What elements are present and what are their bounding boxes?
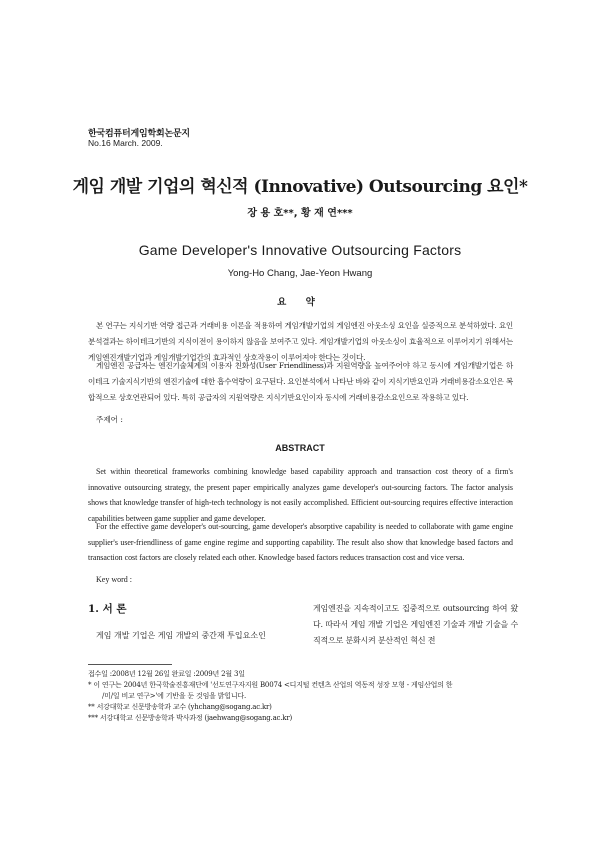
summary-heading: 요 약 [277, 297, 323, 308]
footnote-funding: * 이 연구는 2004년 한국학술진흥재단에 '선도연구자지원 B0074 <디지털 컨텐츠 산업의 역동적 성장 모형 - 게임산업의 한 [88, 681, 453, 689]
abstract-heading: ABSTRACT [275, 443, 325, 453]
footnote-funding-continued: /미/일 비교 연구>'에 기반을 둔 것임을 밝힙니다. [102, 692, 246, 700]
introduction-right-column: 게임엔진을 지속적이고도 집중적으로 outsourcing 하여 왔다. 따라서 게임 개발 기업은 게임엔진 기술과 개발 기술을 수직적으로 분화시켜 분산적인 혁신 전 [313, 604, 518, 645]
abstract-paragraph-2 [88, 519, 513, 566]
abstract-paragraph-1 [88, 464, 513, 526]
journal-name: 한국컴퓨터게임학회논문지 [88, 129, 190, 139]
abstract-paragraph-1-text: Set within theoretical frameworks combining knowledge based capability approach and transaction cost theory of a firm's innovative outsourcing strategy, the present paper empirically analyzes game developer's out-sourcing factors. The factor analysis shows that knowledge transfer of high-tech technology is not easily accomplished. Efficient out-sourcing requires effective interaction capabilities between game supplier and game developer. [88, 467, 513, 523]
keywords-korean: 주제어 : [96, 415, 123, 424]
introduction-left-column: 게임 개발 기업은 게임 개발의 중간재 투입요소인 [96, 631, 266, 640]
paper-title-korean: 게임 개발 기업의 혁신적 (Innovative) Outsourcing 요인* [72, 177, 528, 197]
issue-info: No.16 March. 2009. [88, 138, 163, 148]
summary-paragraph-2-text: 게임엔진 공급자는 엔진기술체계의 이용자 친화성(User Friendliness)과 지원역량을 높여주어야 하고 동시에 게임개발기업은 하이테크 기술지식기반의 엔진기술에 대한 흡수역량이 요구된다. 요인분석에서 나타난 바와 같이 지식기반요인과 거래비용감소요인은 복합적으로 상호연관되어 있다. 특히 공급자의 지원역량은 지식기반요인이자 동시에 거래비용감소요인으로 작용하고 있다. [88, 361, 513, 402]
authors-korean: 장 용 호**, 황 재 연*** [247, 208, 353, 219]
footnote-author-2: *** 서강대학교 신문방송학과 박사과정 (jaehwang@sogang.ac.kr) [88, 714, 293, 722]
footnote-divider [88, 664, 172, 665]
summary-paragraph-2 [88, 358, 513, 406]
keywords-english: Key word : [96, 575, 132, 584]
authors-english: Yong-Ho Chang, Jae-Yeon Hwang [227, 268, 373, 279]
footnote-author-1: ** 서강대학교 신문방송학과 교수 (yhchang@sogang.ac.kr) [88, 703, 272, 711]
section-heading-introduction: 1. 서 론 [88, 603, 127, 615]
footnote-dates: 접수일 :2008년 12월 26일 완료일 :2009년 2월 3일 [88, 670, 245, 678]
paper-title-english: Game Developer's Innovative Outsourcing Factors [138, 242, 462, 258]
summary-paragraph-1-text: 본 연구는 지식기반 역량 접근과 거래비용 이론을 적용하여 게임개발기업의 게임엔진 아웃소싱 요인을 실증적으로 분석하였다. 요인분석결과는 하이테크기반의 지식이전이 용이하지 않음을 보여주고 있다. 게임개발기업의 아웃소싱이 효율적으로 이루어지기 위해서는 게임엔진개발기업과 게임개발기업간의 효과적인 상호작용이 이루어져야 한다는 것이다. [88, 321, 513, 362]
abstract-paragraph-2-text: For the effective game developer's out-sourcing, game developer's absorptive capability is needed to collaborate with game engine supplier's user-friendliness of game engine regime and supporting capability. The result also show that knowledge based factors and transaction cost factors are closely related each other. Knowledge based factors reduces transaction cost and vice versa. [88, 522, 513, 562]
